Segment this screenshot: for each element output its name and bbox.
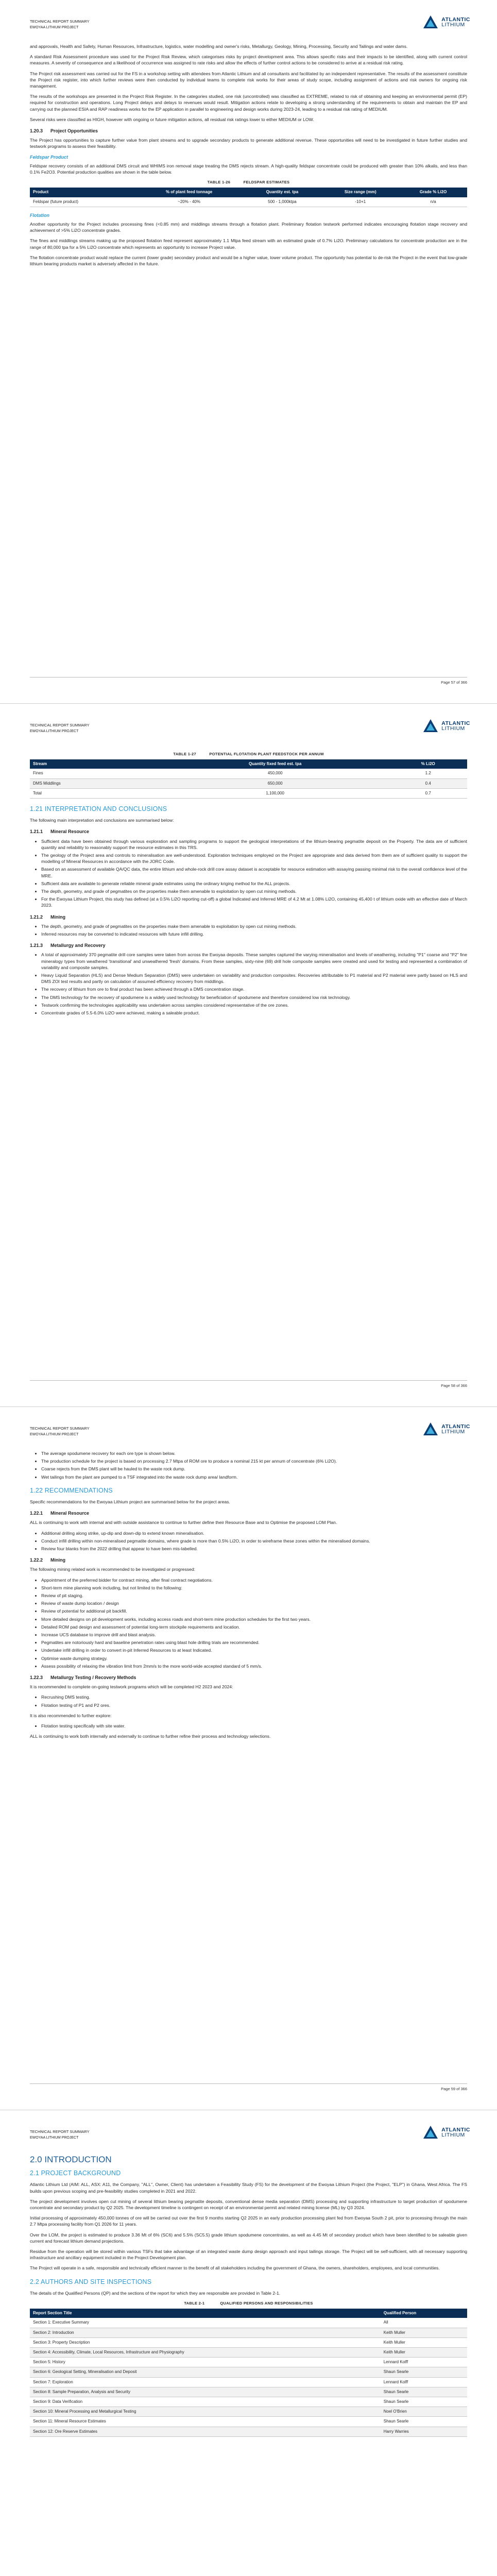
paragraph: Initial processing of approximately 450,000 tonnes of ore will be carried out over the first 9 months starting Q2 2025 in an early production processing plant fed from Ewoyaa South 2 pit, prior to processing through the main 2.7 Mtpa processing facility from Q1 2026 for 11 years.	[30, 2215, 467, 2227]
paragraph: The details of the Qualified Persons (QP) and the sections of the report for which they are responsible are provided in Table 2-1.	[30, 2290, 281, 2296]
table-cell: Shaun Searle	[381, 2417, 467, 2427]
list-item: • Wet tailings from the plant are pumped to a TSF integrated into the waste rock dump area/ landform.	[41, 1474, 467, 1480]
table-row	[30, 2387, 467, 2397]
paragraph: Several risks were classified as HIGH, however with ongoing or future mitigation actions, all residual risk ratings lower to either MEDIUM or LOW.	[30, 116, 314, 122]
table-cell: Fines	[30, 769, 161, 778]
section-heading	[30, 914, 467, 920]
table-header: Size range (mm)	[321, 188, 399, 197]
table-cell: Shaun Searle	[381, 2387, 467, 2397]
list-item: • Pegmatites are notoriously hard and baseline penetration rates using blast hole drilling trials are recommended.	[41, 1639, 467, 1646]
paragraph: The following main interpretation and conclusions are summarised below:	[30, 818, 174, 823]
table-row	[30, 778, 467, 788]
page-header	[30, 19, 90, 31]
page-58	[0, 703, 497, 1406]
page-footer: Page 57 of 366	[30, 677, 467, 685]
page-60	[0, 2110, 497, 2576]
atlantic-lithium-logo	[422, 1421, 470, 1437]
flotation-feed-table	[30, 759, 467, 799]
atlantic-lithium-logo	[422, 718, 470, 734]
list-item: • Appointment of the preferred bidder for contract mining, after final contract negotiations.	[41, 1577, 467, 1583]
logo-text-line2: LITHIUM	[441, 2132, 465, 2138]
bullet-list	[30, 952, 467, 1016]
table-number: TABLE 1-26	[207, 180, 231, 185]
table-cell: ~20% - 40%	[135, 197, 243, 207]
paragraph: The Project has opportunities to capture further value from plant streams and to upgrade secondary products to generate additional revenue. These opportunities will need to be investigated in future further studies and testwork programs to assess their feasibility.	[30, 138, 467, 149]
section-title: Metallurgy Testing / Recovery Methods	[50, 1675, 136, 1681]
bullet-list	[30, 1577, 467, 1669]
list-item: • Heavy Liquid Separation (HLS) and Dense Medium Separation (DMS) were undertaken on variability and production composites. Recoveries attributable to P1 material and P2 material were partly based on HLS and DMS ZOI test results and partly on calculation of assumed efficiency recovery from middlings.	[41, 972, 467, 985]
page-footer: Page 58 of 366	[30, 1380, 467, 1388]
table-cell: Lennard Kolff	[381, 2358, 467, 2367]
header-project-name: EWOYAA LITHIUM PROJECT	[30, 26, 79, 29]
table-row	[30, 788, 467, 798]
paragraph: The project development involves open cut mining of several lithium bearing pegmatite deposits, conventional dense media separation (DMS) processing and supporting infrastructure to target production of spodumene concentrate and secondary product by Q2 2025. The development timeline is contingent on receipt of an environmental permit and related mining license (ML) by Q3 2024.	[30, 2198, 467, 2211]
table-cell: Section 3: Property Description	[30, 2337, 381, 2347]
page-header	[30, 2129, 90, 2141]
table-cell: 500 - 1,000ktpa	[243, 197, 322, 207]
list-item: • Undertake infill drilling in order to convert in-pit Inferred Resources to at least Indicated.	[41, 1647, 467, 1653]
list-item: • Inferred resources may be converted to indicated resources with future infill drilling.	[41, 931, 467, 937]
header-project-name: EWOYAA LITHIUM PROJECT	[30, 2136, 79, 2140]
list-item: • Concentrate grades of 5.5-6.0% Li2O were achieved, making a saleable product.	[41, 1010, 467, 1016]
page-header	[30, 1426, 90, 1438]
atlantic-lithium-logo	[422, 14, 470, 30]
paragraph: Feldspar recovery consists of an additional DMS circuit and WHIMS iron removal stage treating the DMS rejects stream. A high-quality feldspar concentrate could be produced with greater than 10% alkalis, and less than 0.1% Fe2O3. Potential production qualities are shown in the table below.	[30, 163, 467, 175]
paragraph: It is also recommended to further explore:	[30, 1713, 112, 1718]
list-item: • Detailed ROM pad design and assessment of potential long-term stockpile requirements and location.	[41, 1624, 467, 1630]
table-cell: Section 4: Accessibility, Climate, Local Resources, Infrastructure and Physiography	[30, 2348, 381, 2358]
table-row	[30, 2337, 467, 2347]
table-cell: 1.2	[389, 769, 467, 778]
table-title: QUALIFIED PERSONS AND RESPONSIBILITIES	[220, 2301, 313, 2306]
bullet-list	[30, 923, 467, 937]
table-cell: Keith Muller	[381, 2337, 467, 2347]
page-header	[30, 722, 90, 735]
table-header: Grade % Li2O	[399, 188, 467, 197]
table-cell: n/a	[399, 197, 467, 207]
table-cell: 0.4	[389, 778, 467, 788]
paragraph: The flotation concentrate product would replace the current (lower grade) secondary product and would be a higher value, lower volume product. The opportunity has potential to de-risk the Project in the event that low-grade lithium bearing products market is adversely affected in the future.	[30, 255, 467, 267]
section-heading	[30, 1510, 467, 1516]
list-item: • For the Ewoyaa Lithium Project, this study has defined (at a 0.5% Li2O reporting cut-off) a global Indicated and Inferred MRE of 4.2 Mt at 1.08% Li2O, containing 45,400 t of lithium oxide with an effective date of March 2023.	[41, 896, 467, 908]
table-cell: Noel O'Brien	[381, 2407, 467, 2417]
table-row	[30, 2377, 467, 2387]
section-number: 1.21.1	[30, 829, 43, 835]
list-item: • Review of waste dump location / design	[41, 1600, 467, 1606]
table-header: % Li2O	[389, 759, 467, 769]
paragraph: and approvals, Health and Safety, Human Resources, Infrastructure, logistics, water modelling and owner's risks, Metallurgy, Geology, Mining, Processing, Security and Tailings and water dams.	[30, 44, 408, 49]
table-header: Report Section Title	[30, 2309, 381, 2318]
list-item: • The geology of the Project area and controls to mineralisation are well-understood. Exploration techniques employed on the Project are appropriate and data derived from them are of sufficient quality to support the modelling of Mineral Resources in accordance with the JORC Code.	[41, 852, 467, 865]
section-number: 1.20.3	[30, 128, 43, 134]
list-item: • Flotation testing of P1 and P2 ores.	[41, 1702, 467, 1708]
table-title: POTENTIAL FLOTATION PLANT FEEDSTOCK PER ANNUM	[209, 752, 324, 756]
table-cell: All	[381, 2318, 467, 2328]
paragraph: The Project risk assessment was carried out for the FS in a workshop setting with attendees from Atlantic Lithium and all consultants and facilitated by an independent representative. The results of the assessment constitute the Project risk register, into which further reviews were then conducted by individual teams to complete risk works for their areas of study scope, including assignment of actions and risk owners for ongoing risk management.	[30, 71, 467, 89]
table-cell: Section 12: Ore Reserve Estimates	[30, 2427, 381, 2436]
table-header: Stream	[30, 759, 161, 769]
table-cell: Section 8: Sample Preparation, Analysis and Security	[30, 2387, 381, 2397]
section-heading-interpretation: 1.21 INTERPRETATION AND CONCLUSIONS	[30, 805, 167, 813]
table-cell: Section 11: Mineral Resource Estimates	[30, 2417, 381, 2427]
list-item: • Review of potential for additional pit backfill.	[41, 1608, 467, 1614]
page-59	[0, 1406, 497, 2110]
list-item: • Additional drilling along strike, up-dip and down-dip to extend known mineralisation.	[41, 1530, 467, 1536]
section-heading-project-background: 2.1 PROJECT BACKGROUND	[30, 2170, 121, 2177]
table-cell: 0.7	[389, 788, 467, 798]
table-cell: Feldspar (future product)	[30, 197, 135, 207]
logo-text-line1: ATLANTIC	[441, 1423, 470, 1430]
table-cell: Section 1: Executive Summary	[30, 2318, 381, 2328]
list-item: • Optimise waste dumping strategy.	[41, 1655, 467, 1662]
table-row	[30, 2427, 467, 2436]
paragraph: The fines and middlings streams making up the proposed flotation feed represent approximately 1.1 Mtpa feed stream with an estimated grade of 0.7% Li2O. Preliminary calculations for concentrate production are in the range of 80,000 tpa for a 5% Li2O concentrate which represents an opportunity to increase Project value.	[30, 238, 467, 250]
list-item: • Increase UCS database to improve drill and blast analysis.	[41, 1632, 467, 1638]
list-item: • The recovery of lithium from ore to final product has been achieved through a DMS concentration stage.	[41, 986, 467, 992]
list-item: • Recrushing DMS testing.	[41, 1694, 467, 1700]
feldspar-table	[30, 188, 467, 207]
table-caption	[30, 751, 467, 757]
header-report-title: TECHNICAL REPORT SUMMARY	[30, 2129, 90, 2134]
header-report-title: TECHNICAL REPORT SUMMARY	[30, 19, 90, 24]
section-title: Mining	[50, 1557, 65, 1563]
table-row	[30, 769, 467, 778]
paragraph: Specific recommendations for the Ewoyaa Lithium project are summarised below for the project areas.	[30, 1499, 230, 1505]
paragraph: The following mining related work is recommended to be investigated or progressed:	[30, 1567, 195, 1572]
section-heading	[30, 942, 467, 948]
table-row	[30, 197, 467, 207]
paragraph: Another opportunity for the Project includes processing fines (<0.85 mm) and middlings streams through a flotation plant. Preliminary flotation testwork performed indicates encouraging flotation stage recovery and achievement of >5% Li2O concentrate grades.	[30, 222, 467, 233]
table-cell: Shaun Searle	[381, 2397, 467, 2407]
logo-text-line2: LITHIUM	[441, 22, 465, 28]
header-project-name: EWOYAA LITHIUM PROJECT	[30, 1433, 79, 1436]
section-heading-recommendations: 1.22 RECOMMENDATIONS	[30, 1486, 113, 1494]
list-item: • Based on an assessment of available QA/QC data, the entire lithium and whole-rock drill core assay dataset is acceptable for resource estimation with assaying passing minimal risk to the overall confidence level of the MRE.	[41, 866, 467, 878]
section-number: 1.22.3	[30, 1675, 43, 1681]
section-heading	[30, 1557, 467, 1563]
table-header: % of plant feed tonnage	[135, 188, 243, 197]
table-row	[30, 2417, 467, 2427]
table-number: TABLE 2-1	[184, 2301, 205, 2306]
table-cell: Section 10: Mineral Processing and Metallurgical Testing	[30, 2407, 381, 2417]
chapter-heading-introduction: 2.0 INTRODUCTION	[30, 2155, 112, 2164]
section-number: 1.21.2	[30, 914, 43, 920]
table-cell: 450,000	[161, 769, 389, 778]
bullet-list	[30, 1530, 467, 1552]
list-item: • The DMS technology for the recovery of spodumene is a widely used technology for beneficiation of spodumene and therefore considered low risk technology.	[41, 994, 467, 1001]
list-item: • The average spodumene recovery for each ore type is shown below.	[41, 1450, 467, 1456]
logo-text-line1: ATLANTIC	[441, 2126, 470, 2133]
table-cell: 650,000	[161, 778, 389, 788]
section-title: Project Opportunities	[50, 128, 98, 134]
bullet-list	[30, 1450, 467, 1480]
section-heading	[30, 1674, 467, 1681]
section-title: Mineral Resource	[50, 829, 90, 835]
table-title: FELDSPAR ESTIMATES	[243, 180, 290, 185]
section-number: 1.22.1	[30, 1511, 43, 1516]
header-project-name: EWOYAA LITHIUM PROJECT	[30, 730, 79, 733]
table-cell: Section 6: Geological Setting, Mineralisation and Deposit	[30, 2367, 381, 2377]
subheading-flotation: Flotation	[30, 212, 49, 218]
table-number: TABLE 1-27	[173, 752, 196, 756]
logo-text-line1: ATLANTIC	[441, 16, 470, 23]
atlantic-lithium-logo	[422, 2125, 470, 2140]
table-row	[30, 2318, 467, 2328]
logo-mark-icon	[422, 1421, 439, 1437]
table-row	[30, 2328, 467, 2337]
list-item: • Sufficient data have been obtained through various exploration and sampling programs to support the geological interpretations of the lithium-bearing pegmatite deposit on the Property. The data are of sufficient quantity and reliability to reasonably support the resource estimates in this TRS.	[41, 838, 467, 851]
table-cell: -10+1	[321, 197, 399, 207]
logo-text-line2: LITHIUM	[441, 725, 465, 732]
table-cell: Keith Muller	[381, 2348, 467, 2358]
paragraph: ALL is continuing to work both internally and externally to continue to further refine their process and technology selections.	[30, 1734, 271, 1739]
table-cell: Lennard Kolff	[381, 2377, 467, 2387]
paragraph: A standard Risk Assessment procedure was used for the Project Risk Review, which categorises risks by project development area. This allows specific risks and their impacts to be identified, along with current control measures. A severity of consequence and a likelihood of occurrence was assigned to rate risks and allow the effects of further control actions to be considered to arrive at a residual risk rating.	[30, 54, 467, 66]
paragraph: It is recommended to complete on-going testwork programs which will be completed H2 2023 and 2024:	[30, 1684, 233, 1690]
table-header: Qualified Person	[381, 2309, 467, 2318]
bullet-list	[30, 1723, 467, 1729]
table-header: Product	[30, 188, 135, 197]
logo-mark-icon	[422, 14, 439, 30]
list-item: • The production schedule for the project is based on processing 2.7 Mtpa of ROM ore to produce a nominal 215 kt per annum of concentrate (6% Li2O).	[41, 1458, 467, 1464]
table-cell: Keith Muller	[381, 2328, 467, 2337]
table-cell: 1,100,000	[161, 788, 389, 798]
header-report-title: TECHNICAL REPORT SUMMARY	[30, 723, 90, 727]
bullet-list	[30, 838, 467, 909]
header-report-title: TECHNICAL REPORT SUMMARY	[30, 1426, 90, 1431]
logo-text-line1: ATLANTIC	[441, 720, 470, 726]
section-title: Mineral Resource	[50, 1511, 90, 1516]
section-number: 1.21.3	[30, 943, 43, 948]
qualified-persons-table	[30, 2309, 467, 2437]
paragraph: ALL is continuing to work with internal and with outside assistance to continue to further define their Resource Base and to Optimise the proposed LOM Plan.	[30, 1520, 337, 1526]
paragraph: Over the LOM, the project is estimated to produce 3.36 Mt of 6% (SC6) and 5.5% (SC5.5) grade lithium spodumene concentrates, as well as 4.45 Mt of secondary product which have been identified to be saleable given current and forecast lithium demand projections.	[30, 2232, 467, 2244]
bullet-list	[30, 1694, 467, 1708]
section-heading	[30, 128, 467, 134]
section-heading-authors: 2.2 AUTHORS AND SITE INSPECTIONS	[30, 2278, 152, 2285]
logo-mark-icon	[422, 2125, 439, 2140]
table-header: Quantity est. tpa	[243, 188, 322, 197]
list-item: • More detailed designs on pit development works, including access roads and short-term mine production schedules for the first two years.	[41, 1616, 467, 1622]
table-cell: Section 2: Introduction	[30, 2328, 381, 2337]
table-row	[30, 2348, 467, 2358]
section-heading	[30, 828, 467, 835]
list-item: • Sufficient data are available to generate reliable mineral grade estimates using the ordinary kriging method for the ALL projects.	[41, 880, 467, 887]
section-number: 1.22.2	[30, 1557, 43, 1563]
list-item: • Testwork confirming the technologies applicability was undertaken across samples considered representative of the ore zones.	[41, 1002, 467, 1008]
list-item: • Review four blanks from the 2022 drilling that appear to have been mis-labelled.	[41, 1546, 467, 1552]
paragraph: The results of the workshops are presented in the Project Risk Register. In the categories studied, one risk (uncontrolled) was classified as EXTREME, related to risk of obtaining and keeping an environmental permit (EP) required for construction and operations. Long Project delays and delays to revenues would result. Mitigation actions relate to developing a strong understanding of the requirements to obtain and maintain the EP and carrying out the planned ESIA and RAP readiness works for the EP application in parallel to engineering and design works during 2023-24, leading to a residual risk rating of MEDIUM.	[30, 94, 467, 112]
table-cell: Harry Warries	[381, 2427, 467, 2436]
paragraph: Residue from the operation will be stored within various TSFs that take advantage of an integrated waste dump design approach and input tailings storage. The Project will be self-sufficient, with all necessary supporting infrastructure and ancillary equipment included in the Project Development plan.	[30, 2249, 467, 2261]
table-row	[30, 2397, 467, 2407]
table-header: Quantity fixed feed est. tpa	[161, 759, 389, 769]
table-row	[30, 2367, 467, 2377]
table-row	[30, 2407, 467, 2417]
table-cell: Section 7: Exploration	[30, 2377, 381, 2387]
table-cell: DMS Middlings	[30, 778, 161, 788]
logo-mark-icon	[422, 718, 439, 734]
table-cell: Section 9: Data Verification	[30, 2397, 381, 2407]
list-item: • The depth, geometry, and grade of pegmatites on the properties make them amenable to exploitation by open cut mining methods.	[41, 923, 467, 929]
table-caption	[30, 2300, 467, 2307]
table-cell: Section 5: History	[30, 2358, 381, 2367]
page-57	[0, 0, 497, 703]
list-item: • Flotation testing specifically with site water.	[41, 1723, 467, 1729]
list-item: • A total of approximately 370 pegmatite drill core samples were taken from across the Ewoyaa deposits. These samples captured the varying mineralisation and levels of weathering, including "P1" coarse and "P2" fine mineralogy types from weathered 'transitional' and unweathered 'fresh' domains. From these samples, sixty-nine (69) drill hole composite samples were created and used for testing and represented a combination of variability and composite samples.	[41, 952, 467, 971]
list-item: • Conduct infill drilling within non-mineralised pegmatite domains, where grade is more than 0.5% Li2O, in order to wireframe these zones within the mineralised domains.	[41, 1538, 467, 1544]
subheading-feldspar: Feldspar Product	[30, 154, 68, 160]
section-title: Metallurgy and Recovery	[50, 943, 106, 948]
table-caption	[30, 179, 467, 185]
table-row	[30, 2358, 467, 2367]
list-item: • Short-term mine planning work including, but not limited to the following:	[41, 1585, 467, 1591]
page-footer: Page 59 of 366	[30, 2083, 467, 2091]
list-item: • The depth, geometry, and grade of pegmatites on the properties make them amenable to exploitation by open cut mining methods.	[41, 888, 467, 894]
table-cell: Shaun Searle	[381, 2367, 467, 2377]
list-item: • Assess possibility of relaxing the vibration limit from 2mm/s to the more world-wide accepted standard of 5 mm/s.	[41, 1663, 467, 1669]
list-item: • Coarse rejects from the DMS plant will be hauled to the waste rock dump.	[41, 1466, 467, 1472]
list-item: • Review of pit staging.	[41, 1592, 467, 1599]
table-cell: Total	[30, 788, 161, 798]
paragraph: The Project will operate in a safe, responsible and technically efficient manner to the benefit of all stakeholders including the government of Ghana, the owners, shareholders, employees, and local communities.	[30, 2265, 440, 2271]
section-title: Mining	[50, 914, 65, 920]
logo-text-line2: LITHIUM	[441, 1429, 465, 1435]
paragraph: Atlantic Lithium Ltd (AIM: ALL, ASX: A11, the Company, "ALL", Owner, Client) has undertaken a Feasibility Study (FS) for the development of the Ewoyaa Lithium Project (the Project, "ELP") in Ghana, West Africa. The FS builds upon previous scoping and pre-feasibility studies completed in 2021 and 2022.	[30, 2182, 467, 2194]
